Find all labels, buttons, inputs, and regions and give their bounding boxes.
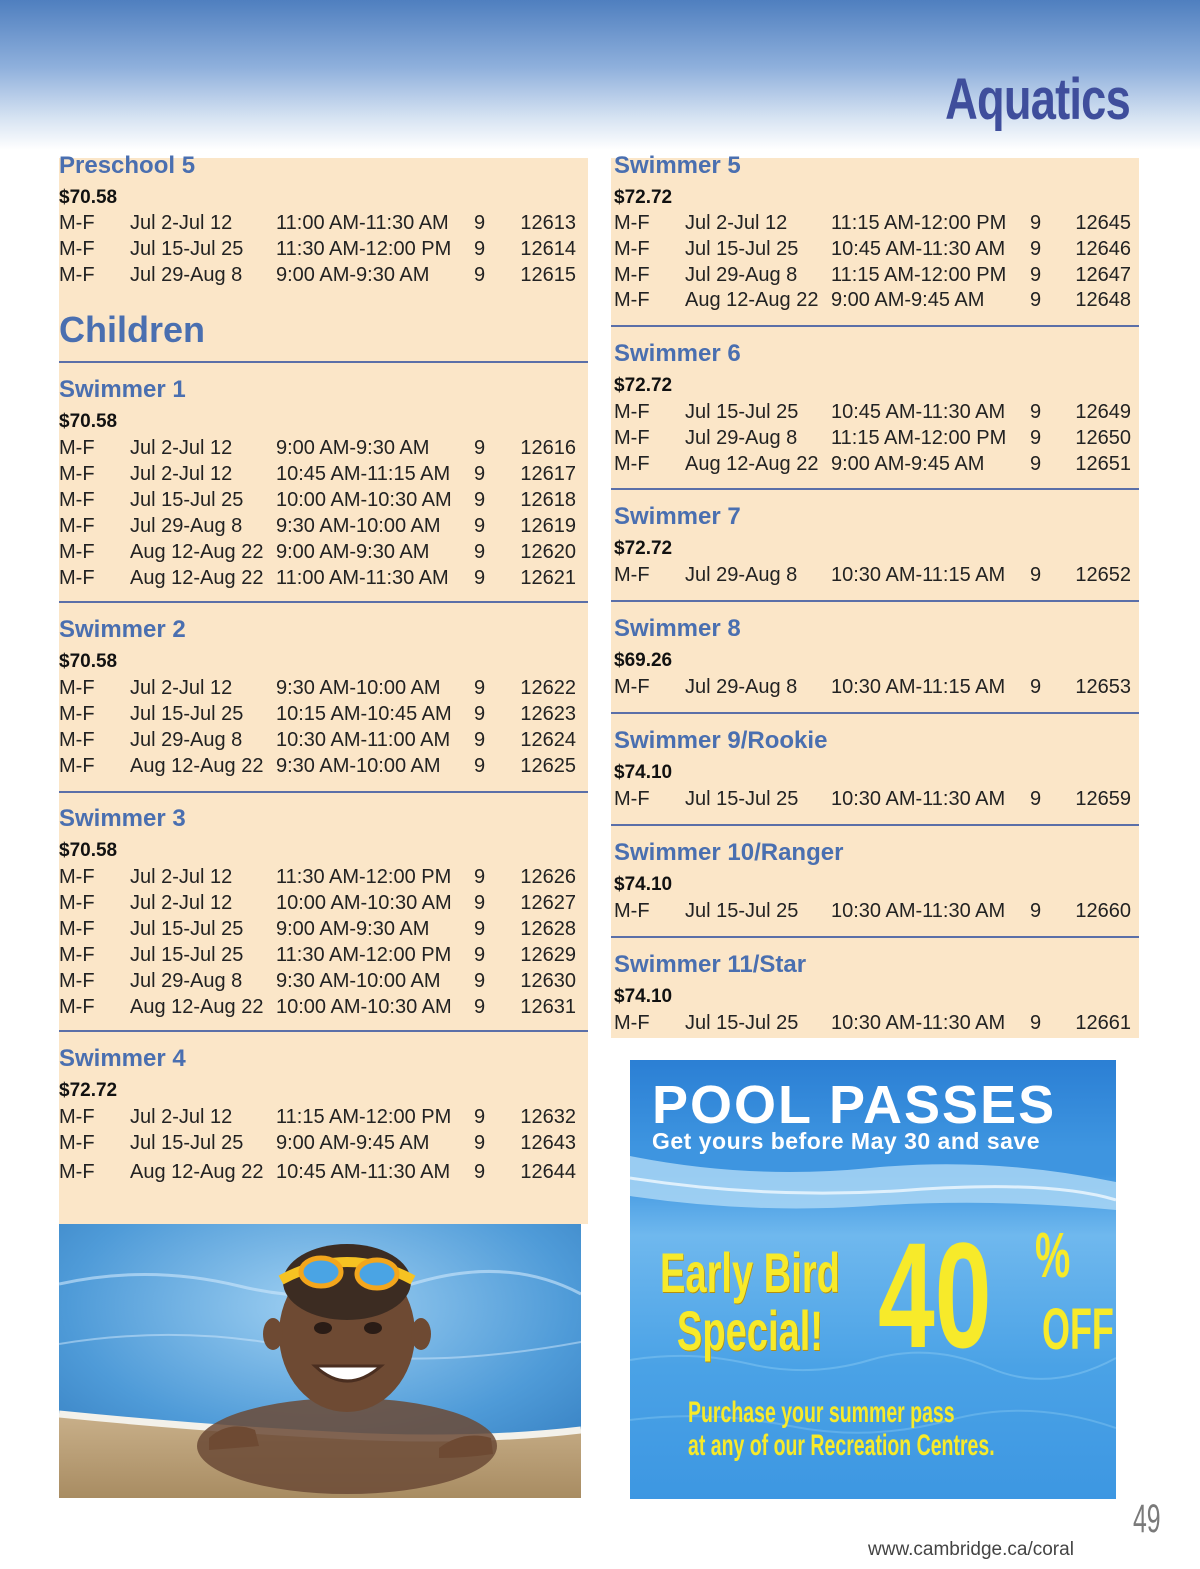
- dates: Jul 29-Aug 8: [685, 564, 798, 586]
- days: M-F: [614, 212, 650, 234]
- days: M-F: [614, 900, 650, 922]
- days: M-F: [59, 866, 95, 888]
- course-code: 12651: [1075, 453, 1131, 475]
- dates: Jul 2-Jul 12: [130, 892, 233, 914]
- divider: [611, 936, 1139, 938]
- pool-passes-ad[interactable]: [630, 1060, 1116, 1499]
- days: M-F: [59, 541, 95, 563]
- days: M-F: [614, 427, 650, 449]
- course-code: 12623: [520, 703, 576, 725]
- sessions: 9: [474, 892, 486, 914]
- days: M-F: [614, 788, 650, 810]
- table-row: [59, 212, 588, 238]
- time: 10:30 AM-11:30 AM: [831, 1012, 1006, 1034]
- course-code: 12624: [520, 729, 576, 751]
- days: M-F: [59, 567, 95, 589]
- price: $70.58: [59, 187, 118, 208]
- days: M-F: [614, 289, 650, 311]
- time: 10:15 AM-10:45 AM: [276, 703, 452, 725]
- discount-off: OFF: [1042, 1297, 1114, 1362]
- section-title: Swimmer 1: [59, 376, 186, 403]
- time: 9:30 AM-10:00 AM: [276, 515, 441, 537]
- days: M-F: [59, 703, 95, 725]
- time: 11:00 AM-11:30 AM: [276, 212, 449, 234]
- purchase-line-2: at any of our Recreation Centres.: [688, 1429, 995, 1462]
- section-title: Swimmer 5: [614, 152, 741, 179]
- ad-subtitle: Get yours before May 30 and save: [652, 1128, 1040, 1154]
- course-code: 12661: [1075, 1012, 1131, 1034]
- days: M-F: [59, 1106, 95, 1128]
- course-code: 12621: [520, 567, 576, 589]
- page-title: Aquatics: [945, 67, 1130, 132]
- sessions: 9: [1030, 676, 1042, 698]
- days: M-F: [59, 238, 95, 260]
- dates: Jul 2-Jul 12: [130, 463, 233, 485]
- section-title: Swimmer 3: [59, 805, 186, 832]
- dates: Aug 12-Aug 22: [130, 755, 264, 777]
- time: 10:00 AM-10:30 AM: [276, 892, 452, 914]
- time: 9:00 AM-9:45 AM: [831, 453, 985, 475]
- section-title: Preschool 5: [59, 152, 196, 179]
- divider: [59, 361, 588, 363]
- table-row: [59, 515, 588, 541]
- time: 11:15 AM-12:00 PM: [831, 212, 1007, 234]
- sessions: 9: [1030, 212, 1042, 234]
- sessions: 9: [1030, 427, 1042, 449]
- sessions: 9: [474, 970, 486, 992]
- divider: [59, 791, 588, 793]
- table-row: [59, 463, 588, 489]
- table-row: [59, 729, 588, 755]
- days: M-F: [614, 676, 650, 698]
- early-bird-line-1: Early Bird: [660, 1241, 840, 1304]
- course-code: 12645: [1075, 212, 1131, 234]
- time: 10:45 AM-11:30 AM: [276, 1161, 451, 1183]
- early-bird-line-2: Special!: [676, 1299, 823, 1362]
- dates: Jul 29-Aug 8: [130, 729, 243, 751]
- section-title: Swimmer 6: [614, 340, 741, 367]
- sessions: 9: [474, 1132, 486, 1154]
- days: M-F: [59, 515, 95, 537]
- page-number: 49: [1133, 1497, 1161, 1541]
- course-code: 12618: [520, 489, 576, 511]
- time: 11:15 AM-12:00 PM: [831, 264, 1007, 286]
- time: 11:30 AM-12:00 PM: [276, 238, 452, 260]
- dates: Aug 12-Aug 22: [130, 1161, 264, 1183]
- time: 10:30 AM-11:15 AM: [831, 676, 1006, 698]
- days: M-F: [59, 970, 95, 992]
- sessions: 9: [474, 944, 486, 966]
- sessions: 9: [474, 1106, 486, 1128]
- section-title: Swimmer 4: [59, 1045, 186, 1072]
- dates: Jul 15-Jul 25: [685, 401, 799, 423]
- time: 9:00 AM-9:45 AM: [276, 1132, 430, 1154]
- course-code: 12653: [1075, 676, 1131, 698]
- discount-percent: %: [1035, 1219, 1071, 1291]
- sessions: 9: [1030, 900, 1042, 922]
- sessions: 9: [1030, 453, 1042, 475]
- sessions: 9: [474, 238, 486, 260]
- divider: [611, 824, 1139, 826]
- table-row: [59, 1161, 588, 1187]
- price: $74.10: [614, 874, 673, 895]
- dates: Jul 15-Jul 25: [130, 944, 244, 966]
- time: 11:00 AM-11:30 AM: [276, 567, 449, 589]
- dates: Jul 15-Jul 25: [685, 900, 799, 922]
- sessions: 9: [474, 918, 486, 940]
- days: M-F: [59, 729, 95, 751]
- course-code: 12652: [1075, 564, 1131, 586]
- course-code: 12619: [520, 515, 576, 537]
- discount-number: 40: [878, 1211, 992, 1379]
- course-code: 12631: [520, 996, 576, 1018]
- photo-illustration: [59, 1224, 581, 1498]
- sessions: 9: [474, 755, 486, 777]
- table-row: [59, 892, 588, 918]
- course-code: 12644: [520, 1161, 576, 1183]
- sessions: 9: [474, 489, 486, 511]
- time: 9:30 AM-10:00 AM: [276, 970, 441, 992]
- sessions: 9: [474, 567, 486, 589]
- section-title: Swimmer 9/Rookie: [614, 727, 828, 754]
- sessions: 9: [474, 541, 486, 563]
- time: 10:30 AM-11:30 AM: [831, 788, 1006, 810]
- course-code: 12622: [520, 677, 576, 699]
- table-row: [611, 788, 1139, 814]
- table-row: [59, 970, 588, 996]
- time: 9:00 AM-9:45 AM: [831, 289, 985, 311]
- table-row: [59, 1106, 588, 1132]
- course-code: 12646: [1075, 238, 1131, 260]
- course-code: 12628: [520, 918, 576, 940]
- table-row: [611, 401, 1139, 427]
- time: 10:45 AM-11:30 AM: [831, 401, 1006, 423]
- section-title: Swimmer 10/Ranger: [614, 839, 844, 866]
- dates: Jul 29-Aug 8: [130, 264, 243, 286]
- table-row: [611, 264, 1139, 290]
- table-row: [611, 427, 1139, 453]
- price: $69.26: [614, 650, 673, 671]
- days: M-F: [614, 238, 650, 260]
- table-row: [611, 1012, 1139, 1038]
- divider: [59, 601, 588, 603]
- price: $72.72: [614, 187, 673, 208]
- days: M-F: [59, 1161, 95, 1183]
- dates: Jul 29-Aug 8: [685, 264, 798, 286]
- days: M-F: [59, 212, 95, 234]
- price: $70.58: [59, 651, 118, 672]
- divider: [611, 600, 1139, 602]
- table-row: [611, 564, 1139, 590]
- dates: Jul 29-Aug 8: [130, 515, 243, 537]
- sessions: 9: [474, 463, 486, 485]
- footer-url[interactable]: www.cambridge.ca/coral: [868, 1539, 1074, 1560]
- dates: Jul 2-Jul 12: [130, 677, 233, 699]
- time: 10:45 AM-11:15 AM: [276, 463, 451, 485]
- sessions: 9: [1030, 788, 1042, 810]
- course-code: 12629: [520, 944, 576, 966]
- sessions: 9: [474, 1161, 486, 1183]
- swimmer-child-photo: [59, 1224, 581, 1498]
- dates: Jul 15-Jul 25: [685, 238, 799, 260]
- course-code: 12627: [520, 892, 576, 914]
- price: $74.10: [614, 762, 673, 783]
- price: $72.72: [614, 375, 673, 396]
- table-row: [611, 676, 1139, 702]
- sessions: 9: [1030, 238, 1042, 260]
- course-code: 12649: [1075, 401, 1131, 423]
- price: $74.10: [614, 986, 673, 1007]
- sessions: 9: [474, 212, 486, 234]
- table-row: [59, 996, 588, 1022]
- dates: Jul 15-Jul 25: [130, 238, 244, 260]
- table-row: [611, 212, 1139, 238]
- course-code: 12613: [520, 212, 576, 234]
- course-code: 12659: [1075, 788, 1131, 810]
- price: $70.58: [59, 840, 118, 861]
- sessions: 9: [474, 437, 486, 459]
- dates: Aug 12-Aug 22: [130, 541, 264, 563]
- course-code: 12616: [520, 437, 576, 459]
- time: 9:00 AM-9:30 AM: [276, 541, 430, 563]
- section-title: Swimmer 11/Star: [614, 951, 807, 978]
- table-row: [59, 541, 588, 567]
- ad-title: POOL PASSES: [652, 1075, 1057, 1135]
- sessions: 9: [1030, 289, 1042, 311]
- course-code: 12632: [520, 1106, 576, 1128]
- days: M-F: [59, 489, 95, 511]
- time: 9:00 AM-9:30 AM: [276, 437, 430, 459]
- days: M-F: [59, 1132, 95, 1154]
- section-title: Swimmer 7: [614, 503, 741, 530]
- time: 10:00 AM-10:30 AM: [276, 996, 452, 1018]
- dates: Jul 2-Jul 12: [130, 437, 233, 459]
- dates: Jul 15-Jul 25: [130, 918, 244, 940]
- days: M-F: [59, 677, 95, 699]
- days: M-F: [614, 1012, 650, 1034]
- days: M-F: [614, 401, 650, 423]
- time: 9:00 AM-9:30 AM: [276, 264, 430, 286]
- dates: Jul 15-Jul 25: [130, 703, 244, 725]
- right-schedule-panel: [611, 152, 1139, 1038]
- dates: Aug 12-Aug 22: [130, 996, 264, 1018]
- dates: Jul 29-Aug 8: [685, 676, 798, 698]
- days: M-F: [59, 264, 95, 286]
- course-code: 12647: [1075, 264, 1131, 286]
- course-code: 12620: [520, 541, 576, 563]
- days: M-F: [614, 264, 650, 286]
- course-code: 12626: [520, 866, 576, 888]
- dates: Jul 2-Jul 12: [685, 212, 788, 234]
- table-row: [611, 900, 1139, 926]
- time: 9:00 AM-9:30 AM: [276, 918, 430, 940]
- table-row: [59, 489, 588, 515]
- days: M-F: [59, 437, 95, 459]
- time: 10:30 AM-11:15 AM: [831, 564, 1006, 586]
- days: M-F: [59, 463, 95, 485]
- early-bird-text: [660, 1241, 840, 1362]
- divider: [611, 712, 1139, 714]
- course-code: 12660: [1075, 900, 1131, 922]
- course-code: 12643: [520, 1132, 576, 1154]
- sessions: 9: [474, 866, 486, 888]
- course-code: 12625: [520, 755, 576, 777]
- course-code: 12648: [1075, 289, 1131, 311]
- divider: [611, 325, 1139, 327]
- time: 11:30 AM-12:00 PM: [276, 866, 452, 888]
- price: $72.72: [614, 538, 673, 559]
- sessions: 9: [1030, 264, 1042, 286]
- time: 11:30 AM-12:00 PM: [276, 944, 452, 966]
- dates: Jul 15-Jul 25: [685, 788, 799, 810]
- time: 11:15 AM-12:00 PM: [276, 1106, 452, 1128]
- divider: [59, 1030, 588, 1032]
- dates: Jul 15-Jul 25: [130, 489, 244, 511]
- sessions: 9: [1030, 1012, 1042, 1034]
- dates: Jul 29-Aug 8: [685, 427, 798, 449]
- dates: Jul 2-Jul 12: [130, 866, 233, 888]
- table-row: [59, 755, 588, 781]
- time: 10:00 AM-10:30 AM: [276, 489, 452, 511]
- days: M-F: [59, 892, 95, 914]
- left-schedule-panel: [59, 152, 588, 1224]
- time: 11:15 AM-12:00 PM: [831, 427, 1007, 449]
- dates: Jul 29-Aug 8: [130, 970, 243, 992]
- table-row: [59, 944, 588, 970]
- course-code: 12617: [520, 463, 576, 485]
- dates: Aug 12-Aug 22: [685, 289, 819, 311]
- sessions: 9: [474, 264, 486, 286]
- dates: Jul 15-Jul 25: [685, 1012, 799, 1034]
- sessions: 9: [1030, 564, 1042, 586]
- time: 9:30 AM-10:00 AM: [276, 755, 441, 777]
- days: M-F: [59, 918, 95, 940]
- sessions: 9: [1030, 401, 1042, 423]
- dates: Aug 12-Aug 22: [685, 453, 819, 475]
- section-title: Swimmer 2: [59, 616, 186, 643]
- time: 10:45 AM-11:30 AM: [831, 238, 1006, 260]
- table-row: [611, 453, 1139, 479]
- days: M-F: [59, 755, 95, 777]
- table-row: [59, 1132, 588, 1158]
- table-row: [59, 677, 588, 703]
- table-row: [59, 567, 588, 593]
- dates: Jul 2-Jul 12: [130, 1106, 233, 1128]
- table-row: [611, 289, 1139, 315]
- days: M-F: [614, 564, 650, 586]
- category-heading: Children: [59, 309, 206, 350]
- table-row: [59, 437, 588, 463]
- time: 10:30 AM-11:00 AM: [276, 729, 451, 751]
- time: 9:30 AM-10:00 AM: [276, 677, 441, 699]
- course-code: 12614: [520, 238, 576, 260]
- sessions: 9: [474, 703, 486, 725]
- sessions: 9: [474, 729, 486, 751]
- purchase-line-1: Purchase your summer pass: [688, 1396, 955, 1429]
- dates: Aug 12-Aug 22: [130, 567, 264, 589]
- dates: Jul 2-Jul 12: [130, 212, 233, 234]
- divider: [611, 488, 1139, 490]
- time: 10:30 AM-11:30 AM: [831, 900, 1006, 922]
- table-row: [59, 703, 588, 729]
- sessions: 9: [474, 677, 486, 699]
- course-code: 12615: [520, 264, 576, 286]
- price: $72.72: [59, 1080, 118, 1101]
- sessions: 9: [474, 515, 486, 537]
- price: $70.58: [59, 411, 118, 432]
- purchase-text: [688, 1396, 995, 1462]
- course-code: 12630: [520, 970, 576, 992]
- table-row: [611, 238, 1139, 264]
- table-row: [59, 264, 588, 290]
- sessions: 9: [474, 996, 486, 1018]
- table-row: [59, 918, 588, 944]
- days: M-F: [59, 996, 95, 1018]
- course-code: 12650: [1075, 427, 1131, 449]
- dates: Jul 15-Jul 25: [130, 1132, 244, 1154]
- days: M-F: [59, 944, 95, 966]
- section-title: Swimmer 8: [614, 615, 741, 642]
- table-row: [59, 866, 588, 892]
- table-row: [59, 238, 588, 264]
- days: M-F: [614, 453, 650, 475]
